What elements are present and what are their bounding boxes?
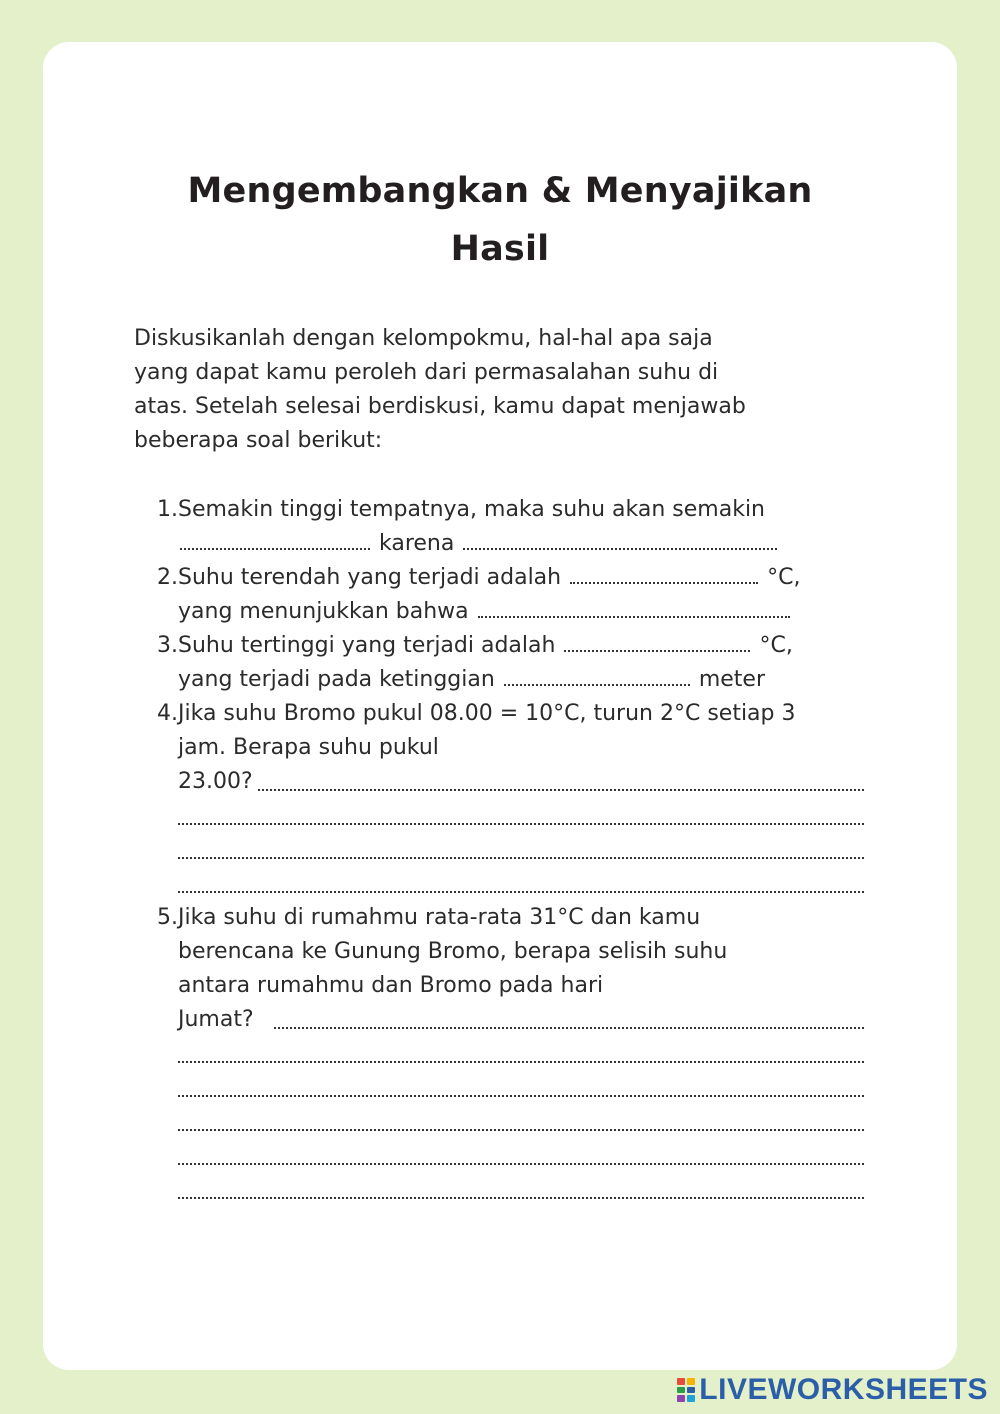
question-text: Suhu tertinggi yang terjadi adalah — [178, 633, 556, 658]
question-text-line-2 — [178, 595, 792, 629]
question-text: Jika suhu Bromo pukul 08.00 = 10°C, turun 2°C setiap 3 — [178, 701, 796, 726]
answer-line[interactable] — [274, 1027, 864, 1029]
question-text-line-3 — [178, 765, 253, 799]
question-text: jam. Berapa suhu pukul — [178, 735, 439, 760]
question-text: antara rumahmu dan Bromo pada hari — [178, 973, 604, 998]
answer-line[interactable] — [178, 1095, 864, 1097]
brand-name: LIVEWORKSHEETS — [699, 1373, 988, 1406]
page-title — [0, 162, 1000, 278]
intro-line: Diskusikanlah dengan kelompokmu, hal-hal apa saja — [134, 326, 713, 351]
question-number: 3. — [157, 633, 178, 658]
title-line-2: Hasil — [450, 229, 550, 269]
answer-line[interactable] — [178, 1129, 864, 1131]
unit-label: meter — [698, 667, 765, 692]
intro-line: yang dapat kamu peroleh dari permasalahan suhu di — [134, 360, 719, 385]
answer-line[interactable] — [258, 789, 864, 791]
question-text-line-1 — [178, 561, 800, 595]
answer-line[interactable] — [178, 857, 864, 859]
answer-blank[interactable] — [564, 650, 750, 652]
question-text: Semakin tinggi tempatnya, maka suhu akan semakin — [178, 497, 765, 522]
question-text: yang terjadi pada ketinggian — [178, 667, 495, 692]
question-text: yang menunjukkan bahwa — [178, 599, 469, 624]
intro-line: atas. Setelah selesai berdiskusi, kamu dapat menjawab — [134, 394, 746, 419]
question-text-line-2 — [178, 527, 779, 561]
answer-line[interactable] — [178, 823, 864, 825]
answer-blank[interactable] — [180, 548, 370, 550]
answer-line[interactable] — [178, 1197, 864, 1199]
answer-blank[interactable] — [478, 616, 790, 618]
question-number: 2. — [157, 565, 178, 590]
question-text: Jika suhu di rumahmu rata-rata 31°C dan kamu — [178, 905, 701, 930]
answer-blank[interactable] — [463, 548, 777, 550]
question-number: 5. — [157, 905, 178, 930]
intro-paragraph — [134, 322, 864, 458]
question-text: Suhu terendah yang terjadi adalah — [178, 565, 562, 590]
question-text: Jumat? — [178, 1007, 254, 1032]
question-text: 23.00? — [178, 769, 253, 794]
liveworksheets-logo[interactable] — [677, 1372, 988, 1408]
title-line-1: Mengembangkan & Menyajikan — [187, 171, 813, 211]
question-text: berencana ke Gunung Bromo, berapa selisih suhu — [178, 939, 728, 964]
answer-line[interactable] — [178, 891, 864, 893]
unit-label: °C, — [759, 633, 793, 658]
question-text-line-1 — [178, 629, 793, 663]
question-text-line-2 — [178, 663, 765, 697]
unit-label: °C, — [767, 565, 801, 590]
answer-blank[interactable] — [570, 582, 758, 584]
question-number: 4. — [157, 701, 178, 726]
answer-line[interactable] — [178, 1163, 864, 1165]
answer-blank[interactable] — [504, 684, 690, 686]
logo-icon — [677, 1378, 695, 1402]
answer-line[interactable] — [178, 1061, 864, 1063]
question-number: 1. — [157, 497, 178, 522]
intro-line: beberapa soal berikut: — [134, 428, 383, 453]
question-word: karena — [379, 531, 455, 556]
